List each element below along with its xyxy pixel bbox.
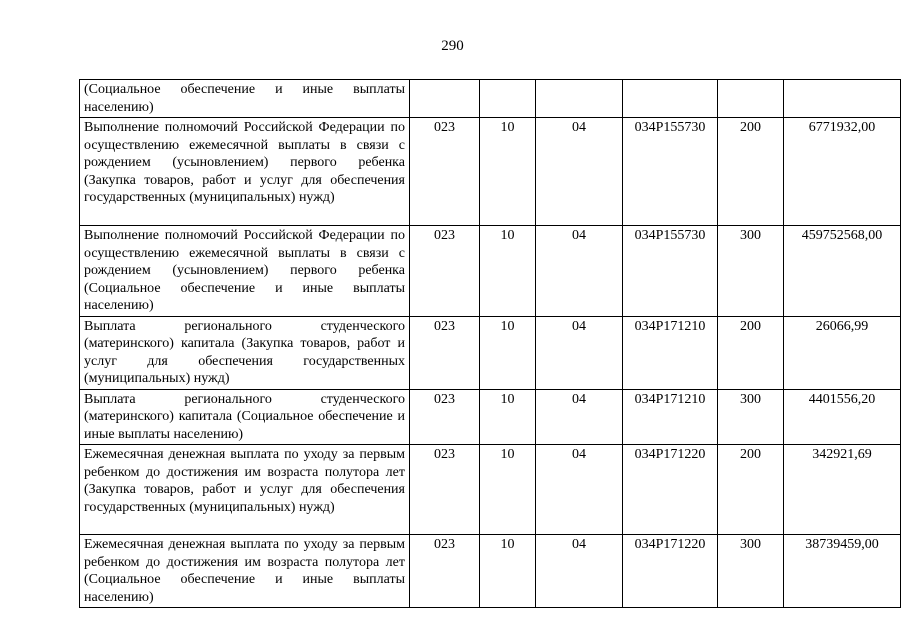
grbs-cell [410, 80, 480, 118]
page-number: 290 [441, 38, 464, 54]
csr-cell: 034P171220 [623, 445, 718, 535]
razdel-cell: 10 [480, 316, 536, 389]
csr-cell: 034P171210 [623, 389, 718, 445]
podrazdel-cell: 04 [536, 445, 623, 535]
table-row [80, 316, 901, 389]
podrazdel-cell: 04 [536, 316, 623, 389]
table-row [80, 535, 901, 608]
sum-cell: 342921,69 [784, 445, 901, 535]
vr-cell: 200 [718, 118, 784, 226]
csr-cell: 034P155730 [623, 226, 718, 317]
row-name-cell: Ежемесячная денежная выплата по уходу за первым ребенком до достижения им возраста полутора лет (Социальное обеспечение и иные выплаты населению) [80, 535, 410, 608]
row-name-cell: (Социальное обеспечение и иные выплаты населению) [80, 80, 410, 118]
vr-cell: 300 [718, 535, 784, 608]
razdel-cell: 10 [480, 118, 536, 226]
table-row [80, 389, 901, 445]
vr-cell [718, 80, 784, 118]
razdel-cell: 10 [480, 535, 536, 608]
csr-cell: 034P171220 [623, 535, 718, 608]
csr-cell: 034P155730 [623, 118, 718, 226]
sum-cell: 6771932,00 [784, 118, 901, 226]
row-name-cell: Ежемесячная денежная выплата по уходу за первым ребенком до достижения им возраста полутора лет (Закупка товаров, работ и услуг для обеспечения государственных (муниципальных) нужд) [80, 445, 410, 535]
podrazdel-cell [536, 80, 623, 118]
table-row [80, 226, 901, 317]
grbs-cell: 023 [410, 389, 480, 445]
podrazdel-cell: 04 [536, 118, 623, 226]
row-name-cell: Выплата регионального студенческого (материнского) капитала (Закупка товаров, работ и услуг для обеспечения государственных (муниципальных) нужд) [80, 316, 410, 389]
grbs-cell: 023 [410, 316, 480, 389]
csr-cell: 034P171210 [623, 316, 718, 389]
vr-cell: 200 [718, 445, 784, 535]
razdel-cell [480, 80, 536, 118]
row-name-cell: Выполнение полномочий Российской Федерации по осуществлению ежемесячной выплаты в связи с рождением (усыновлением) первого ребенка (Закупка товаров, работ и услуг для обеспечения государственных (муниципальных) нужд) [80, 118, 410, 226]
razdel-cell: 10 [480, 226, 536, 317]
budget-table [79, 79, 901, 608]
row-name-cell: Выплата регионального студенческого (материнского) капитала (Социальное обеспечение и иные выплаты населению) [80, 389, 410, 445]
sum-cell: 4401556,20 [784, 389, 901, 445]
table-row [80, 118, 901, 226]
podrazdel-cell: 04 [536, 226, 623, 317]
vr-cell: 300 [718, 389, 784, 445]
table-row [80, 445, 901, 535]
vr-cell: 200 [718, 316, 784, 389]
sum-cell: 26066,99 [784, 316, 901, 389]
csr-cell [623, 80, 718, 118]
grbs-cell: 023 [410, 226, 480, 317]
table-row [80, 80, 901, 118]
sum-cell [784, 80, 901, 118]
grbs-cell: 023 [410, 535, 480, 608]
vr-cell: 300 [718, 226, 784, 317]
sum-cell: 459752568,00 [784, 226, 901, 317]
razdel-cell: 10 [480, 389, 536, 445]
grbs-cell: 023 [410, 445, 480, 535]
podrazdel-cell: 04 [536, 389, 623, 445]
sum-cell: 38739459,00 [784, 535, 901, 608]
podrazdel-cell: 04 [536, 535, 623, 608]
razdel-cell: 10 [480, 445, 536, 535]
row-name-cell: Выполнение полномочий Российской Федерации по осуществлению ежемесячной выплаты в связи с рождением (усыновлением) первого ребенка (Социальное обеспечение и иные выплаты населению) [80, 226, 410, 317]
grbs-cell: 023 [410, 118, 480, 226]
